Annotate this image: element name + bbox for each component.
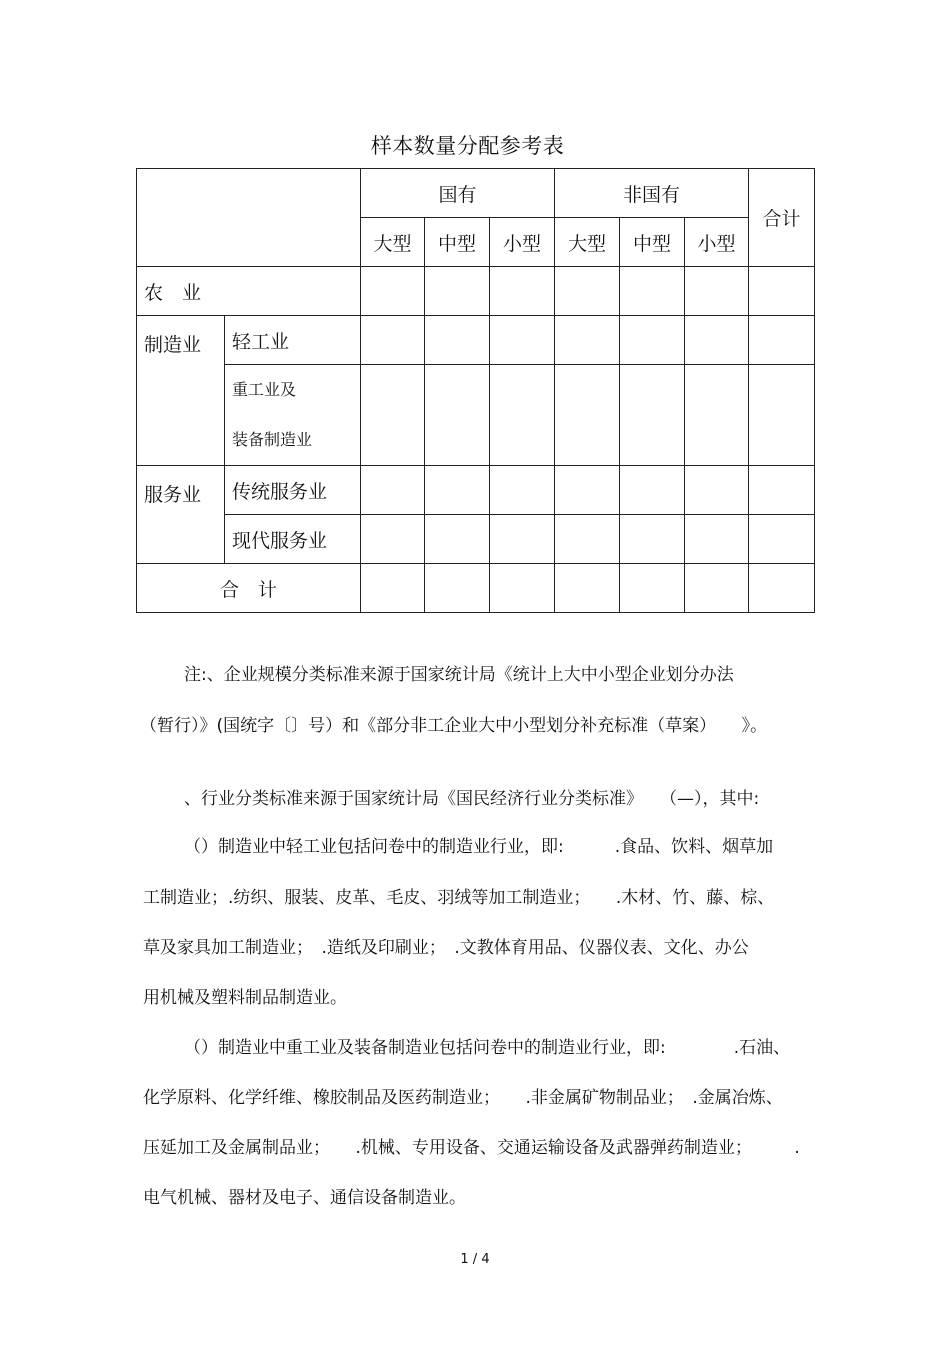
- row-label-services: 服务业: [137, 466, 225, 564]
- page-number: 1 / 4: [460, 1252, 490, 1267]
- table-row: [137, 316, 815, 365]
- note-line: 、行业分类标准来源于国家统计局《国民经济行业分类标准》 （—），其中:: [184, 789, 760, 809]
- table-cell[interactable]: [490, 564, 555, 613]
- row-label-total: 合 计: [137, 564, 361, 613]
- corner-cell: [137, 169, 361, 267]
- page-title: 样本数量分配参考表: [370, 134, 565, 158]
- table-cell[interactable]: [749, 316, 815, 365]
- table-cell[interactable]: [361, 365, 425, 466]
- table-cell[interactable]: [425, 564, 490, 613]
- table-cell[interactable]: [425, 316, 490, 365]
- header-state-owned: 国有: [361, 169, 555, 218]
- row-label-modern-services: 现代服务业: [225, 515, 361, 564]
- table-cell[interactable]: [620, 267, 685, 316]
- header-nonstate-large: 大型: [555, 218, 620, 267]
- header-state-large: 大型: [361, 218, 425, 267]
- header-nonstate-small: 小型: [685, 218, 749, 267]
- table-cell[interactable]: [555, 316, 620, 365]
- header-nonstate-medium: 中型: [620, 218, 685, 267]
- table-cell[interactable]: [555, 365, 620, 466]
- note-line: 用机械及塑料制品制造业。: [143, 988, 347, 1008]
- note-line: 化学原料、化学纤维、橡胶制品及医药制造业； .非金属矿物制品业； .金属冶炼、: [143, 1088, 783, 1108]
- table-cell[interactable]: [490, 466, 555, 515]
- table-cell[interactable]: [620, 365, 685, 466]
- table-cell[interactable]: [425, 466, 490, 515]
- note-line: 工制造业；.纺织、服装、皮革、毛皮、羽绒等加工制造业； .木材、竹、藤、棕、: [143, 888, 775, 908]
- row-label-agriculture: 农 业: [137, 267, 361, 316]
- table-cell[interactable]: [490, 267, 555, 316]
- note-line: （）制造业中重工业及装备制造业包括问卷中的制造业行业，即: .石油、: [184, 1038, 791, 1058]
- table-cell[interactable]: [620, 466, 685, 515]
- table-row: [137, 267, 815, 316]
- table-cell[interactable]: [490, 365, 555, 466]
- header-total: 合计: [749, 169, 815, 267]
- table-cell[interactable]: [685, 316, 749, 365]
- row-label-traditional-services: 传统服务业: [225, 466, 361, 515]
- table-cell[interactable]: [555, 564, 620, 613]
- note-line: （）制造业中轻工业包括问卷中的制造业行业，即: .食品、饮料、烟草加: [184, 837, 774, 857]
- header-state-medium: 中型: [425, 218, 490, 267]
- table-cell[interactable]: [685, 515, 749, 564]
- table-cell[interactable]: [555, 267, 620, 316]
- table-cell[interactable]: [749, 365, 815, 466]
- table-cell[interactable]: [425, 515, 490, 564]
- table-cell[interactable]: [620, 316, 685, 365]
- sample-allocation-table: [136, 168, 815, 613]
- table-cell[interactable]: [749, 564, 815, 613]
- row-label-manufacturing: 制造业: [137, 316, 225, 466]
- table-row: [137, 365, 815, 466]
- table-cell[interactable]: [425, 365, 490, 466]
- table-cell[interactable]: [361, 267, 425, 316]
- header-non-state-owned: 非国有: [555, 169, 749, 218]
- table-header-row: [137, 169, 815, 218]
- table-cell[interactable]: [361, 316, 425, 365]
- table-cell[interactable]: [685, 466, 749, 515]
- row-label-heavy-industry: [225, 365, 361, 466]
- table-cell[interactable]: [685, 564, 749, 613]
- table-cell[interactable]: [685, 267, 749, 316]
- row-label-heavy-line2: 装备制造业: [232, 430, 313, 449]
- table-cell[interactable]: [361, 564, 425, 613]
- table-cell[interactable]: [555, 515, 620, 564]
- row-label-heavy-line1: 重工业及: [232, 380, 297, 399]
- table-row: [137, 466, 815, 515]
- note-line: （暂行）》(国统字〔〕号）和《部分非工企业大中小型划分补充标准（草案） 》。: [140, 716, 768, 736]
- note-line: 注:、企业规模分类标准来源于国家统计局《统计上大中小型企业划分办法: [184, 665, 734, 685]
- note-line: 电气机械、器材及电子、通信设备制造业。: [143, 1188, 466, 1208]
- table-cell[interactable]: [361, 515, 425, 564]
- table-cell[interactable]: [555, 466, 620, 515]
- table-cell[interactable]: [749, 515, 815, 564]
- note-line: 草及家具加工制造业； .造纸及印刷业； .文教体育用品、仪器仪表、文化、办公: [143, 938, 749, 958]
- table-cell[interactable]: [490, 316, 555, 365]
- header-state-small: 小型: [490, 218, 555, 267]
- table-row: [137, 564, 815, 613]
- note-line: 压延加工及金属制品业； .机械、专用设备、交通运输设备及武器弹药制造业； .: [143, 1138, 800, 1158]
- table-row: [137, 515, 815, 564]
- table-cell[interactable]: [749, 466, 815, 515]
- table-cell[interactable]: [361, 466, 425, 515]
- table-cell[interactable]: [620, 564, 685, 613]
- row-label-light-industry: 轻工业: [225, 316, 361, 365]
- table-cell[interactable]: [749, 267, 815, 316]
- table-cell[interactable]: [620, 515, 685, 564]
- table-cell[interactable]: [685, 365, 749, 466]
- table-cell[interactable]: [490, 515, 555, 564]
- table-cell[interactable]: [425, 267, 490, 316]
